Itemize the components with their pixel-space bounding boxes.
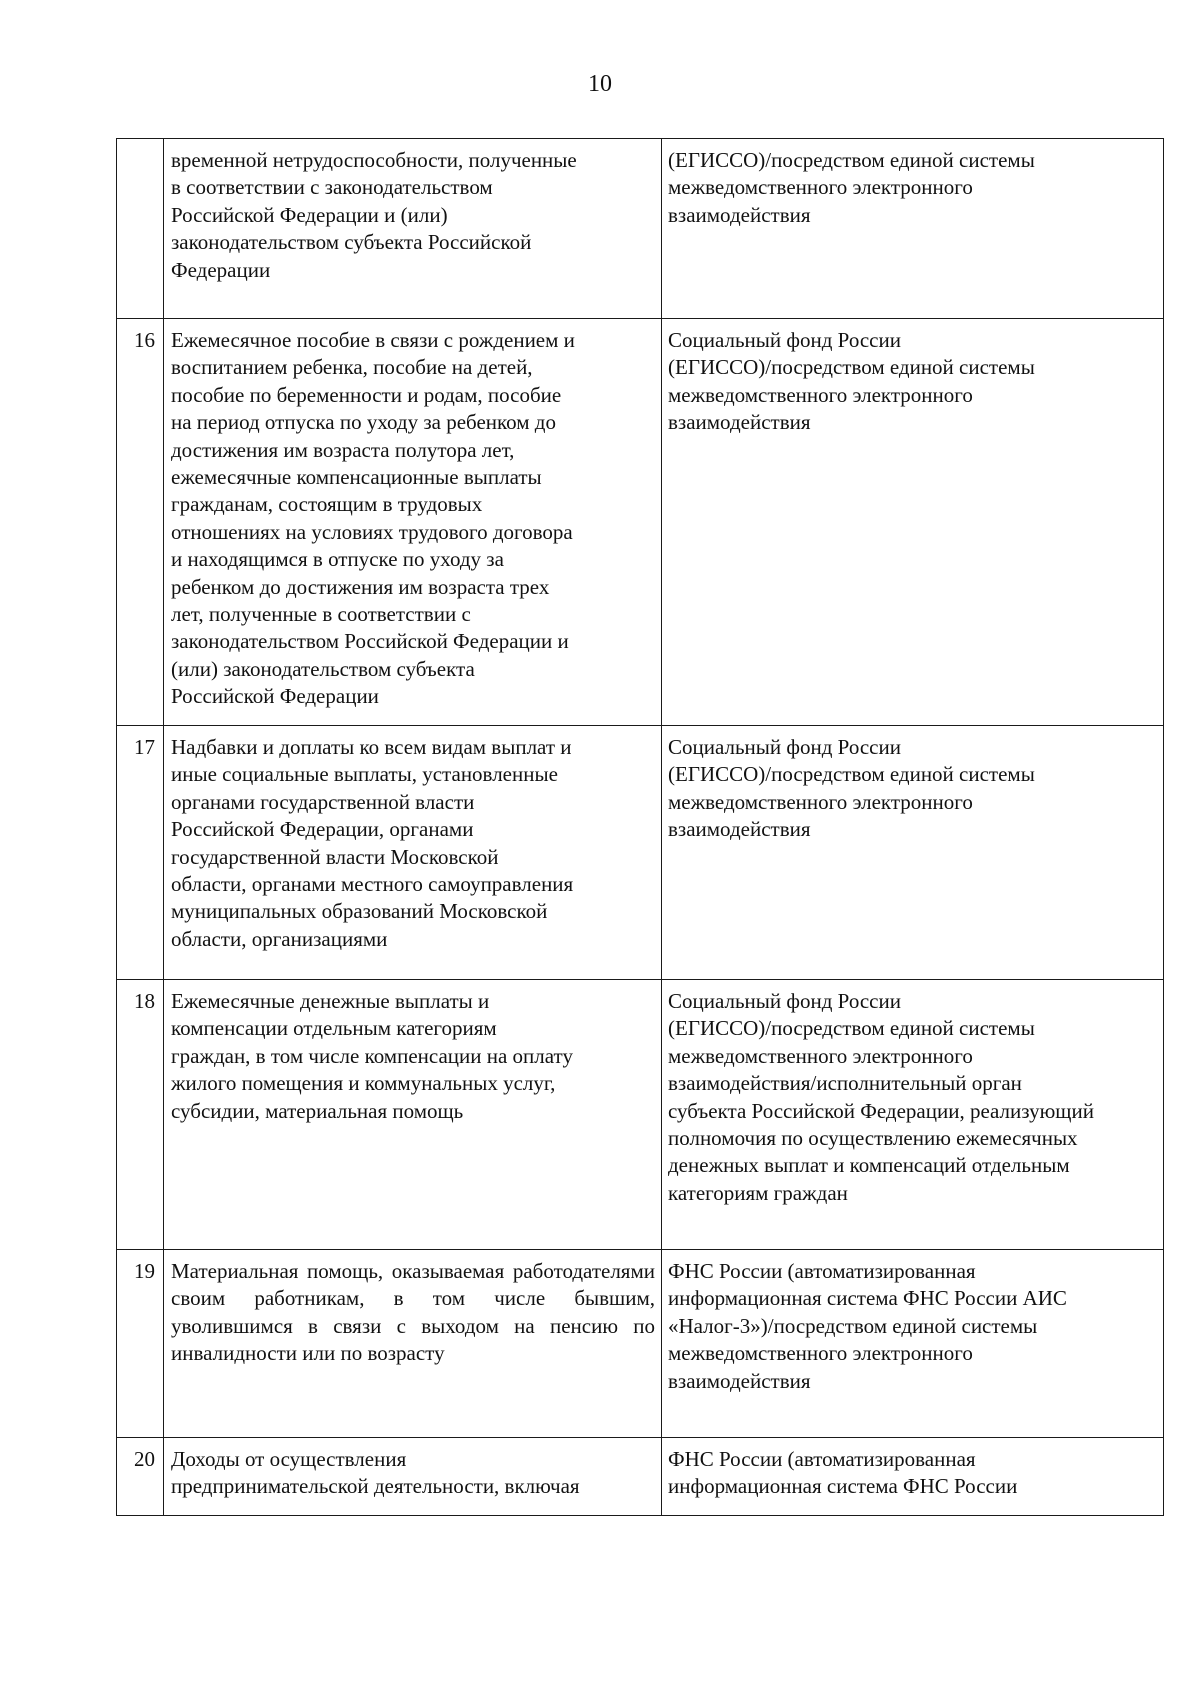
data-source-cell <box>662 319 1164 726</box>
row-number <box>117 139 164 319</box>
table-row-19 <box>117 1250 1164 1438</box>
row-number: 16 <box>117 319 164 726</box>
table-row-17 <box>117 726 1164 980</box>
row-number: 19 <box>117 1250 164 1438</box>
income-type-text: Надбавки и доплаты ко всем видам выплат и иные социальные выплаты, установленные органами государственной власти Российской Федерации, органами государственной власти Московской области, органами местного самоуправления муниципальных образований Московской области, организациями <box>171 735 574 951</box>
income-type-cell <box>164 319 662 726</box>
income-sources-table <box>116 138 1164 1516</box>
table-row-20 <box>117 1438 1164 1516</box>
income-type-text: Доходы от осуществления предпринимательской деятельности, включая <box>171 1447 580 1499</box>
table-row-18 <box>117 980 1164 1250</box>
data-source-text: Социальный фонд России (ЕГИССО)/посредством единой системы межведомственного электронного взаимодействия <box>668 735 1035 842</box>
table-row-16 <box>117 319 1164 726</box>
data-source-cell <box>662 1250 1164 1438</box>
table-row-15-continued <box>117 139 1164 319</box>
data-source-cell <box>662 1438 1164 1516</box>
data-source-text: ФНС России (автоматизированная информационная система ФНС России АИС «Налог-3»)/посредством единой системы межведомственного электронного взаимодействия <box>668 1259 1067 1393</box>
page-number: 10 <box>588 71 612 97</box>
data-source-cell <box>662 139 1164 319</box>
income-type-cell <box>164 139 662 319</box>
income-type-text: Материальная помощь, оказываемая работодателями своим работникам, в том числе бывшим, уволившимся в связи с выходом на пенсию по инвалидности или по возрасту <box>171 1259 655 1366</box>
data-source-text: Социальный фонд России (ЕГИССО)/посредством единой системы межведомственного электронного взаимодействия <box>668 328 1035 435</box>
data-source-text: ФНС России (автоматизированная информационная система ФНС России <box>668 1447 1018 1499</box>
data-source-text: (ЕГИССО)/посредством единой системы межведомственного электронного взаимодействия <box>668 148 1035 227</box>
data-source-cell <box>662 980 1164 1250</box>
row-number: 18 <box>117 980 164 1250</box>
income-type-cell <box>164 1250 662 1438</box>
income-type-text: Ежемесячные денежные выплаты и компенсации отдельным категориям граждан, в том числе компенсации на оплату жилого помещения и коммунальных услуг, субсидии, материальная помощь <box>171 989 573 1123</box>
row-number: 20 <box>117 1438 164 1516</box>
income-type-text: Ежемесячное пособие в связи с рождением и воспитанием ребенка, пособие на детей, пособие по беременности и родам, пособие на период отпуска по уходу за ребенком до достижения им возраста полутора лет, ежемесячные компенсационные выплаты гражданам, состоящим в трудовых отношениях на условиях трудового договора и находящимся в отпуске по уходу за ребенком до достижения им возраста трех лет, полученные в соответствии с законодательством Российской Федерации и (или) законодательством субъекта Российской Федерации <box>171 328 575 709</box>
income-type-cell <box>164 726 662 980</box>
income-type-text: временной нетрудоспособности, полученные в соответствии с законодательством Российской Федерации и (или) законодательством субъекта Российской Федерации <box>171 148 577 282</box>
income-type-cell <box>164 980 662 1250</box>
income-type-cell <box>164 1438 662 1516</box>
data-source-text: Социальный фонд России (ЕГИССО)/посредством единой системы межведомственного электронного взаимодействия/исполнительный орган субъекта Российской Федерации, реализующий полномочия по осуществлению ежемесячных денежных выплат и компенсаций отдельным категориям граждан <box>668 989 1094 1205</box>
data-source-cell <box>662 726 1164 980</box>
row-number: 17 <box>117 726 164 980</box>
